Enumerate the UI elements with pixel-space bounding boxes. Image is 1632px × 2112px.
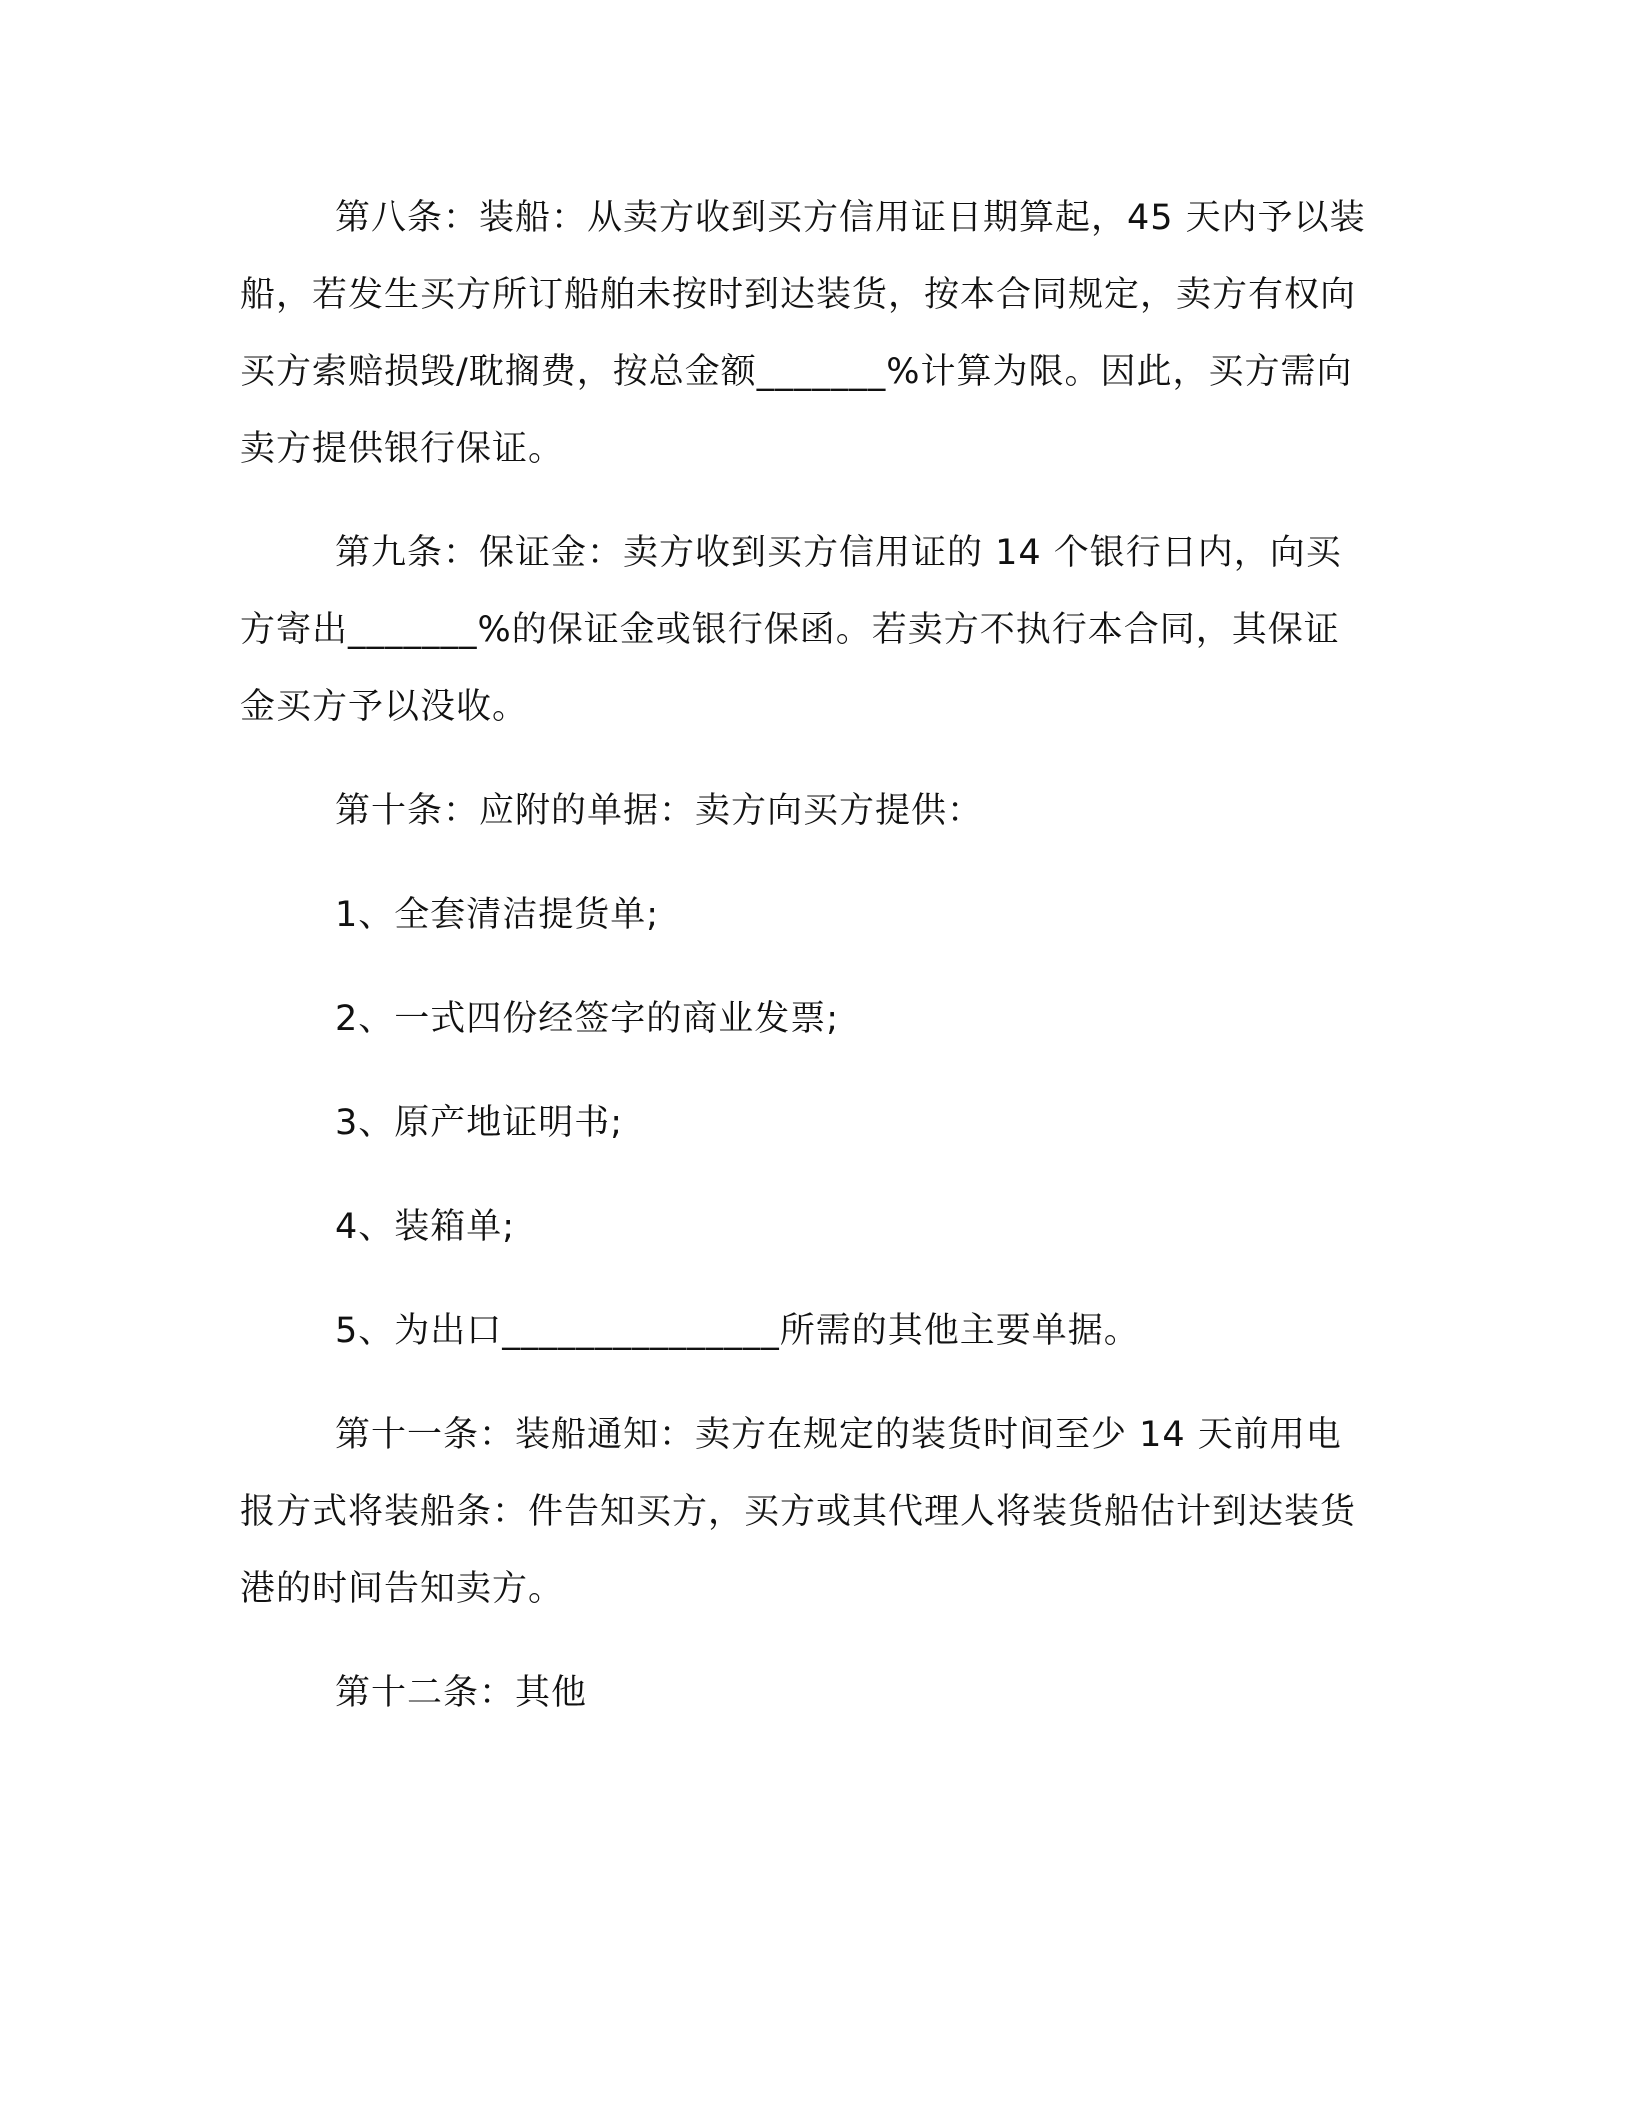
article-11-shipping-notice: 第十一条：装船通知：卖方在规定的装货时间至少 14 天前用电报方式将装船条：件告知买方，买方或其代理人将装货船估计到达装货港的时间告知卖方。	[240, 1415, 1357, 1609]
document-list-item-5: 5、为出口_______________所需的其他主要单据。	[335, 1311, 1140, 1351]
document-body	[240, 180, 1370, 1732]
article-8-shipment: 第八条：装船：从卖方收到买方信用证日期算起，45 天内予以装船，若发生买方所订船舶未按时到达装货，按本合同规定，卖方有权向买方索赔损毁/耽搁费，按总金额_______%计算为限。因此，买方需向卖方提供银行保证。	[240, 198, 1366, 469]
article-12-other: 第十二条：其他	[335, 1673, 588, 1713]
document-list-item-2: 2、一式四份经签字的商业发票;	[335, 999, 840, 1039]
article-10-documents: 第十条：应附的单据：卖方向买方提供：	[335, 791, 984, 831]
document-list-item-1: 1、全套清洁提货单;	[335, 895, 660, 935]
document-list-item-4: 4、装箱单;	[335, 1207, 516, 1247]
article-9-deposit: 第九条：保证金：卖方收到买方信用证的 14 个银行日内，向买方寄出_______%的保证金或银行保函。若卖方不执行本合同，其保证金买方予以没收。	[240, 533, 1342, 727]
document-list-item-3: 3、原产地证明书;	[335, 1103, 624, 1143]
